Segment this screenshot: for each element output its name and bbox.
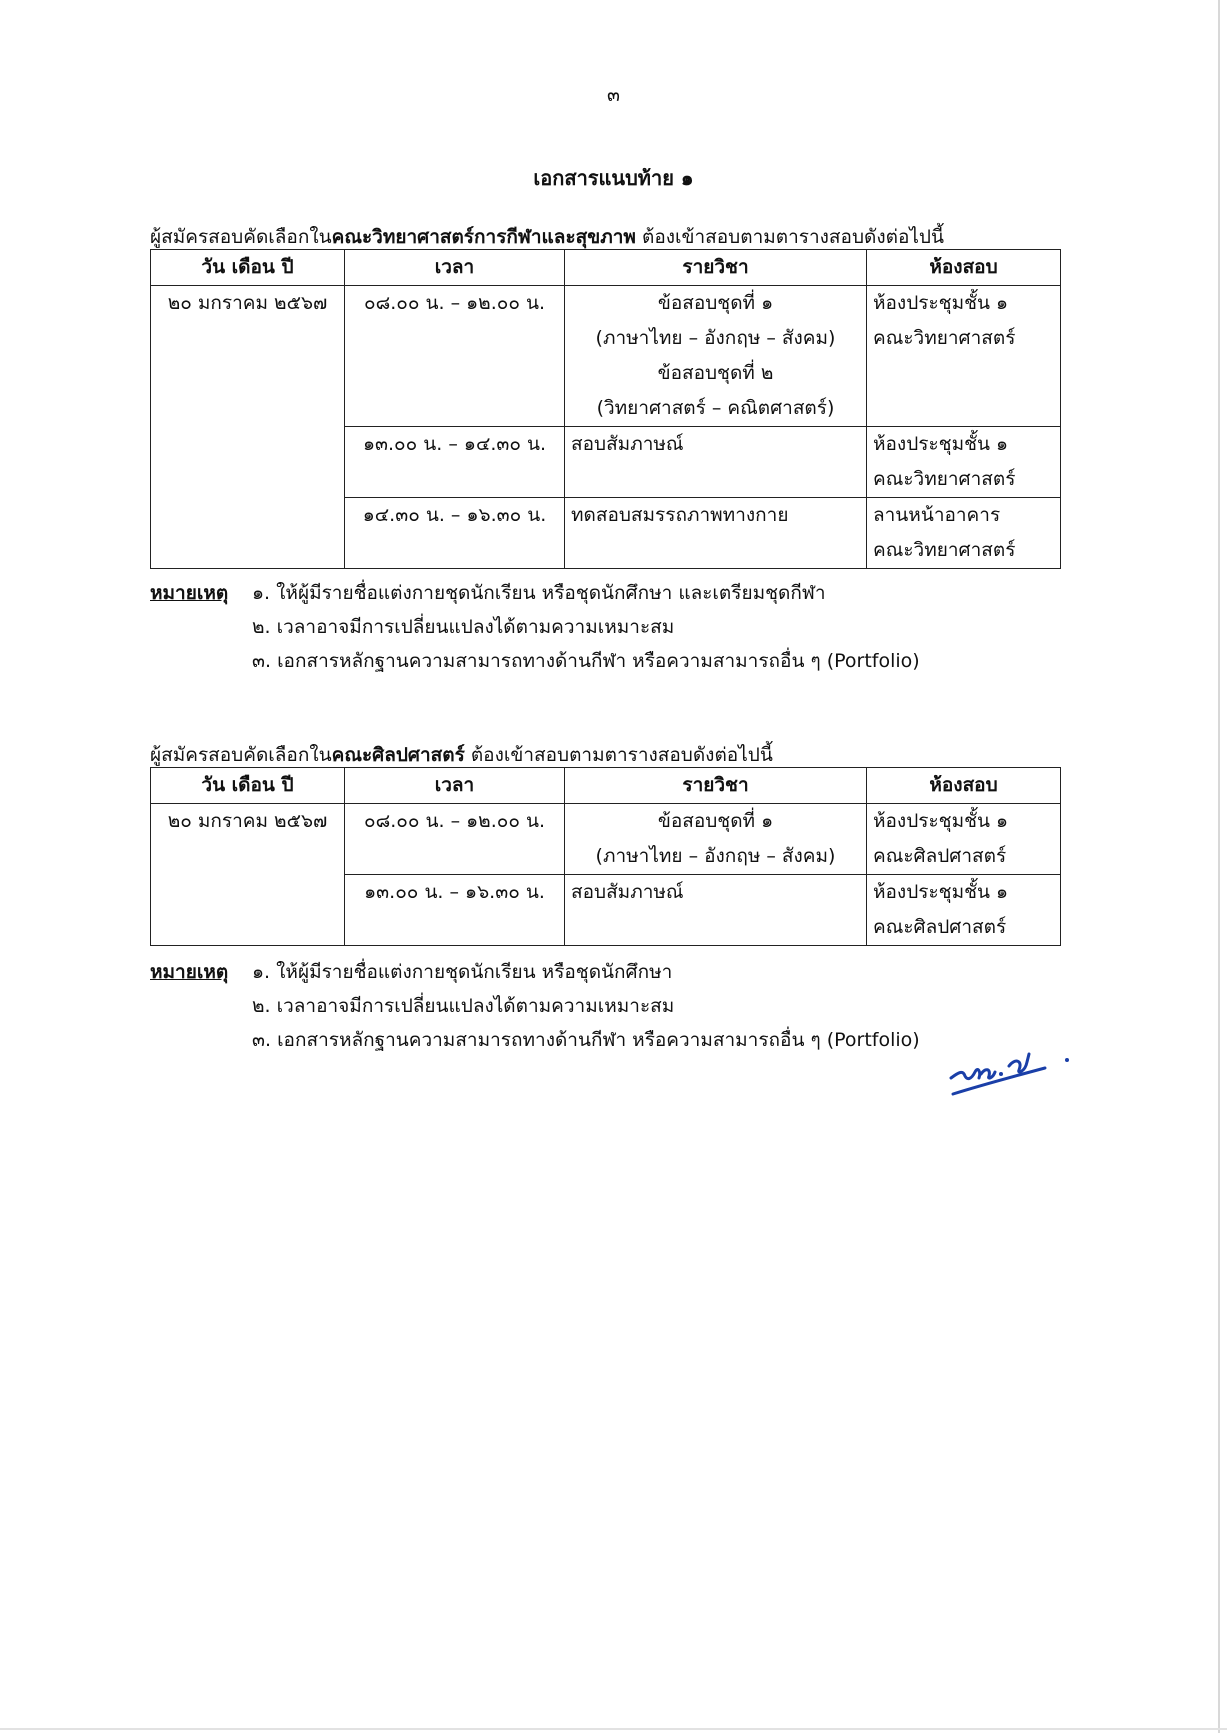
exam-time: ๐๘.๐๐ น. – ๑๒.๐๐ น. — [345, 286, 565, 427]
exam-subject — [565, 804, 867, 875]
table-row — [151, 286, 1061, 427]
header-date: วัน เดือน ปี — [151, 250, 345, 286]
exam-time: ๑๓.๐๐ น. – ๑๖.๓๐ น. — [345, 875, 565, 946]
room-line: ห้องประชุมชั้น ๑ — [873, 881, 1009, 903]
section1-note-item: ๒. เวลาอาจมีการเปลี่ยนแปลงได้ตามความเหมาะสม — [252, 616, 675, 638]
exam-subject — [565, 875, 867, 946]
table-row — [151, 804, 1061, 875]
section1-intro-prefix: ผู้สมัครสอบคัดเลือกใน — [150, 226, 332, 248]
subject-line: ทดสอบสมรรถภาพทางกาย — [571, 504, 789, 526]
room-line: ห้องประชุมชั้น ๑ — [873, 433, 1009, 455]
subject-line: (วิทยาศาสตร์ – คณิตศาสตร์) — [596, 397, 835, 419]
exam-room — [867, 427, 1061, 498]
table-header-row — [151, 250, 1061, 286]
section2-schedule-table — [150, 767, 1061, 946]
room-line: ห้องประชุมชั้น ๑ — [873, 292, 1009, 314]
subject-line: ข้อสอบชุดที่ ๑ — [657, 810, 774, 832]
section1-intro — [150, 222, 944, 252]
exam-date: ๒๐ มกราคม ๒๕๖๗ — [151, 286, 345, 569]
exam-room — [867, 804, 1061, 875]
subject-line: สอบสัมภาษณ์ — [571, 881, 684, 903]
handwritten-signature — [945, 1040, 1075, 1100]
header-subject: รายวิชา — [565, 250, 867, 286]
page-number: ๓ — [607, 84, 620, 106]
section2-faculty: คณะศิลปศาสตร์ — [331, 744, 465, 766]
subject-line: (ภาษาไทย – อังกฤษ – สังคม) — [595, 845, 836, 867]
header-time: เวลา — [345, 250, 565, 286]
subject-line: สอบสัมภาษณ์ — [571, 433, 684, 455]
header-subject: รายวิชา — [565, 768, 867, 804]
exam-time: ๐๘.๐๐ น. – ๑๒.๐๐ น. — [345, 804, 565, 875]
page-edge-shadow-bottom — [0, 1728, 1227, 1730]
header-room: ห้องสอบ — [867, 250, 1061, 286]
exam-room — [867, 498, 1061, 569]
section1-note-item: ๓. เอกสารหลักฐานความสามารถทางด้านกีฬา หรือความสามารถอื่น ๆ (Portfolio) — [252, 650, 920, 672]
room-line: คณะศิลปศาสตร์ — [873, 916, 1007, 938]
section2-note-item: ๒. เวลาอาจมีการเปลี่ยนแปลงได้ตามความเหมาะสม — [252, 995, 675, 1017]
exam-time: ๑๔.๓๐ น. – ๑๖.๓๐ น. — [345, 498, 565, 569]
section2-note-label: หมายเหตุ — [150, 961, 229, 983]
section2-intro-suffix: ต้องเข้าสอบตามตารางสอบดังต่อไปนี้ — [464, 744, 773, 766]
room-line: ลานหน้าอาคาร — [873, 504, 1001, 526]
exam-time: ๑๓.๐๐ น. – ๑๔.๓๐ น. — [345, 427, 565, 498]
exam-subject — [565, 498, 867, 569]
section2-note-item: ๑. ให้ผู้มีรายชื่อแต่งกายชุดนักเรียน หรือชุดนักศึกษา — [252, 961, 673, 983]
header-date: วัน เดือน ปี — [151, 768, 345, 804]
header-room: ห้องสอบ — [867, 768, 1061, 804]
page-edge-shadow — [1218, 0, 1220, 1733]
section1-note-label: หมายเหตุ — [150, 582, 229, 604]
section1-note-item: ๑. ให้ผู้มีรายชื่อแต่งกายชุดนักเรียน หรือชุดนักศึกษา และเตรียมชุดกีฬา — [252, 582, 826, 604]
header-time: เวลา — [345, 768, 565, 804]
table-header-row — [151, 768, 1061, 804]
room-line: คณะวิทยาศาสตร์ — [873, 468, 1016, 490]
subject-line: (ภาษาไทย – อังกฤษ – สังคม) — [595, 327, 836, 349]
section2-intro-prefix: ผู้สมัครสอบคัดเลือกใน — [150, 744, 332, 766]
section1-intro-suffix: ต้องเข้าสอบตามตารางสอบดังต่อไปนี้ — [635, 226, 944, 248]
exam-room — [867, 286, 1061, 427]
subject-line: ข้อสอบชุดที่ ๒ — [657, 362, 774, 384]
room-line: คณะศิลปศาสตร์ — [873, 845, 1007, 867]
section1-schedule-table — [150, 249, 1061, 569]
exam-date: ๒๐ มกราคม ๒๕๖๗ — [151, 804, 345, 946]
section2-intro — [150, 740, 773, 770]
subject-line: ข้อสอบชุดที่ ๑ — [657, 292, 774, 314]
document-title: เอกสารแนบท้าย ๑ — [533, 166, 694, 190]
room-line: ห้องประชุมชั้น ๑ — [873, 810, 1009, 832]
room-line: คณะวิทยาศาสตร์ — [873, 539, 1016, 561]
section2-note-item: ๓. เอกสารหลักฐานความสามารถทางด้านกีฬา หรือความสามารถอื่น ๆ (Portfolio) — [252, 1029, 920, 1051]
room-line: คณะวิทยาศาสตร์ — [873, 327, 1016, 349]
section1-faculty: คณะวิทยาศาสตร์การกีฬาและสุขภาพ — [331, 226, 636, 248]
exam-room — [867, 875, 1061, 946]
exam-subject — [565, 427, 867, 498]
exam-subject — [565, 286, 867, 427]
